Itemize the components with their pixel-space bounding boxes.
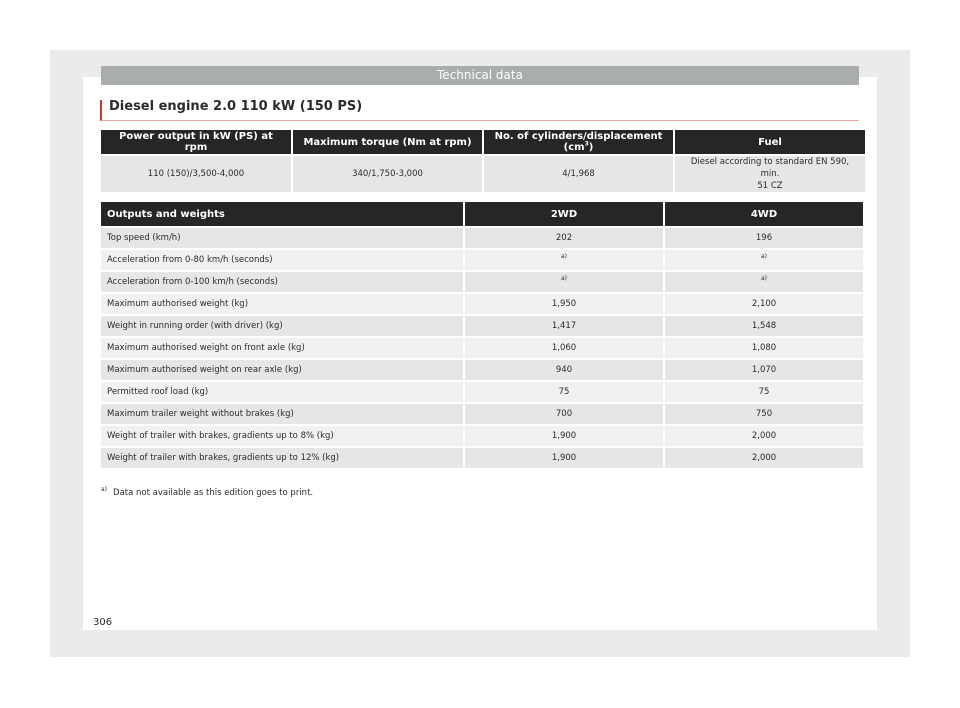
cell-4wd: 1,080 [665,338,863,358]
header-fuel: Fuel [675,130,865,154]
cell-2wd: 940 [465,360,663,380]
cell-4wd [665,272,863,292]
cell-4wd [665,250,863,270]
header-cylinders-superscript: 3 [584,140,589,148]
row-label: Permitted roof load (kg) [101,382,463,402]
cell-2wd: 1,950 [465,294,663,314]
section-title-bar: Technical data [101,66,859,85]
table-row [101,156,865,192]
cell-4wd: 2,000 [665,426,863,446]
row-label: Maximum authorised weight on front axle (kg) [101,338,463,358]
cell-4wd: 1,070 [665,360,863,380]
cell-4wd: 75 [665,382,863,402]
cell-fuel-line2: 51 CZ [757,181,783,191]
table-row [101,250,863,270]
cell-2wd: 202 [465,228,663,248]
header-outputs: Outputs and weights [101,202,463,226]
header-2wd: 2WD [465,202,663,226]
footnote-text: Data not available as this edition goes to print. [113,488,314,498]
header-cylinders-text: No. of cylinders/displacement (cm [494,131,663,153]
cell-2wd-note: a) [560,253,568,261]
heading-text: Diesel engine 2.0 110 kW (150 PS) [109,99,363,114]
weights-table-header [101,202,863,226]
cell-4wd-note: a) [760,275,768,283]
table-row [101,338,863,358]
row-label: Acceleration from 0-80 km/h (seconds) [101,250,463,270]
row-label: Maximum trailer weight without brakes (kg) [101,404,463,424]
cell-4wd: 196 [665,228,863,248]
engine-table-header [101,130,865,154]
row-label: Maximum authorised weight on rear axle (kg) [101,360,463,380]
cell-fuel [675,156,865,192]
cell-2wd-note: a) [560,275,568,283]
table-row [101,228,863,248]
cell-2wd: 1,417 [465,316,663,336]
header-4wd: 4WD [665,202,863,226]
table-row [101,426,863,446]
cell-cylinders: 4/1,968 [484,156,673,192]
engine-table [99,128,867,194]
table-row [101,316,863,336]
table-row [101,382,863,402]
row-label: Acceleration from 0-100 km/h (seconds) [101,272,463,292]
row-label: Weight of trailer with brakes, gradients up to 8% (kg) [101,426,463,446]
row-label: Weight in running order (with driver) (kg) [101,316,463,336]
table-row [101,360,863,380]
footnote [101,488,313,498]
header-cylinders [484,130,673,154]
cell-4wd: 1,548 [665,316,863,336]
cell-2wd [465,272,663,292]
cell-2wd [465,250,663,270]
weights-table [99,200,865,470]
page-heading [100,100,859,121]
table-row [101,448,863,468]
cell-4wd: 750 [665,404,863,424]
cell-torque: 340/1,750-3,000 [293,156,482,192]
table-row [101,272,863,292]
cell-4wd: 2,000 [665,448,863,468]
row-label: Maximum authorised weight (kg) [101,294,463,314]
cell-power: 110 (150)/3,500-4,000 [101,156,291,192]
cell-2wd: 1,900 [465,448,663,468]
row-label: Top speed (km/h) [101,228,463,248]
footnote-marker: a) [101,486,108,494]
cell-2wd: 1,900 [465,426,663,446]
cell-2wd: 75 [465,382,663,402]
header-power: Power output in kW (PS) at rpm [101,130,291,154]
cell-fuel-line1: Diesel according to standard EN 590, min. [690,157,850,179]
row-label: Weight of trailer with brakes, gradients up to 12% (kg) [101,448,463,468]
page-number: 306 [93,617,113,628]
header-torque: Maximum torque (Nm at rpm) [293,130,482,154]
table-row [101,404,863,424]
header-cylinders-close: ) [588,142,594,153]
cell-2wd: 700 [465,404,663,424]
cell-4wd-note: a) [760,253,768,261]
cell-2wd: 1,060 [465,338,663,358]
table-row [101,294,863,314]
cell-4wd: 2,100 [665,294,863,314]
